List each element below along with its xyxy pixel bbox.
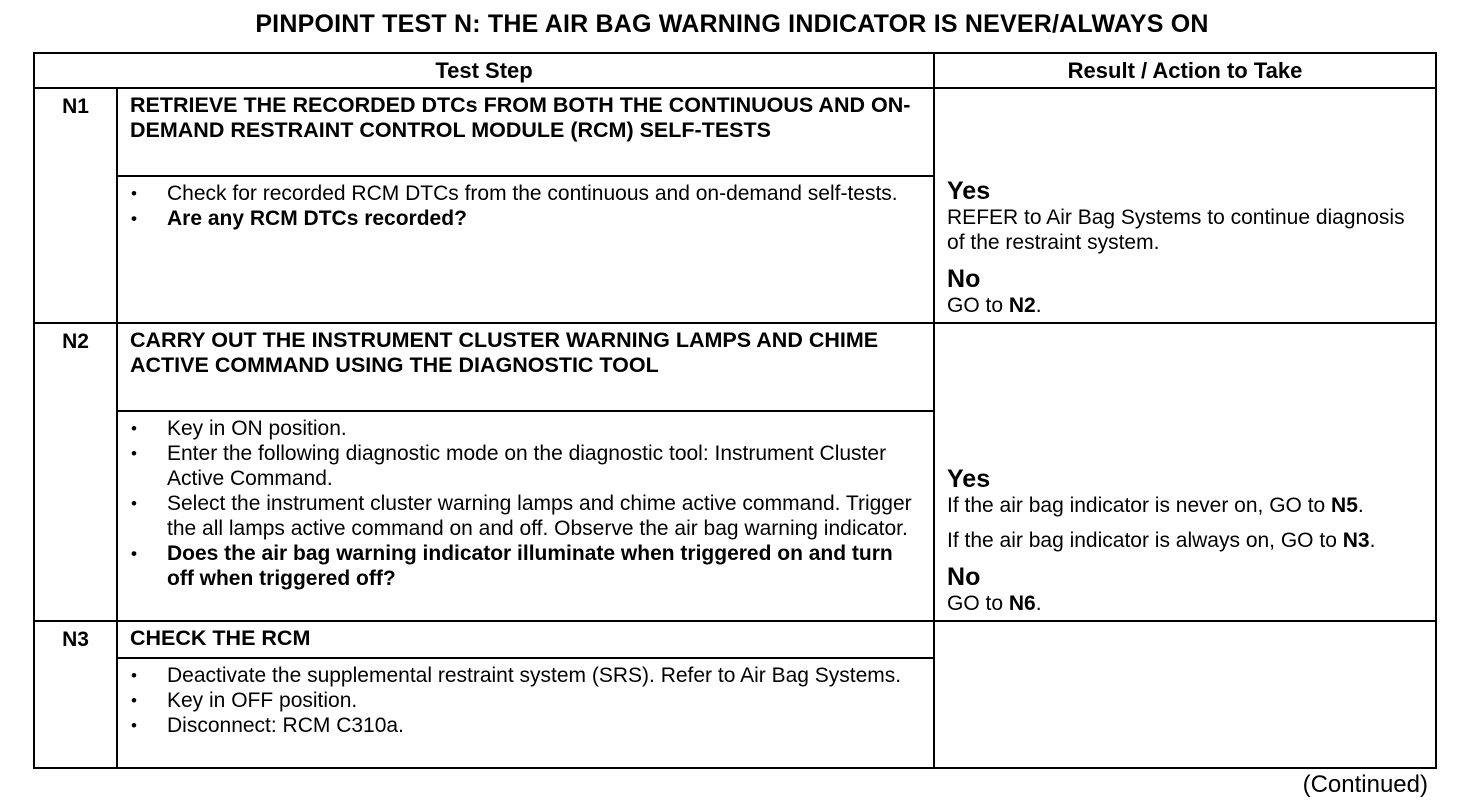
step-id: N2 bbox=[34, 323, 117, 621]
step-id: N1 bbox=[34, 88, 117, 323]
step-title: RETRIEVE THE RECORDED DTCs FROM BOTH THE CONTINUOUS AND ON-DEMAND RESTRAINT CONTROL MODULE (RCM) SELF-TESTS bbox=[117, 88, 934, 176]
step-bullet: • Check for recorded RCM DTCs from the continuous and on-demand self-tests. bbox=[130, 181, 923, 206]
continued-label: (Continued) bbox=[1302, 771, 1428, 798]
result-no-label: No bbox=[947, 563, 981, 591]
pinpoint-test-table bbox=[33, 52, 1437, 769]
step-title-row bbox=[34, 323, 1436, 411]
step-bullet: • Select the instrument cluster warning lamps and chime active command. Trigger the all lamps active command on and off. Observe the air bag warning indicator. bbox=[130, 491, 923, 541]
result-yes-text: REFER to Air Bag Systems to continue diagnosis of the restraint system. bbox=[947, 206, 1405, 254]
step-title: CHECK THE RCM bbox=[117, 621, 934, 658]
step-reference: N3 bbox=[1342, 529, 1370, 552]
result-yes-label: Yes bbox=[947, 465, 991, 493]
step-bullet: • Key in OFF position. bbox=[130, 688, 923, 713]
step-reference: N5 bbox=[1331, 494, 1358, 517]
step-question: • Does the air bag warning indicator illuminate when triggered on and turn off when triggered off? bbox=[130, 541, 923, 591]
step-id: N3 bbox=[34, 621, 117, 768]
step-bullet: • Deactivate the supplemental restraint system (SRS). Refer to Air Bag Systems. bbox=[130, 663, 923, 688]
step-reference: N2 bbox=[1008, 294, 1036, 317]
step-body bbox=[117, 411, 934, 621]
header-result: Result / Action to Take bbox=[934, 53, 1436, 88]
step-reference: N6 bbox=[1008, 592, 1036, 615]
step-body bbox=[117, 176, 934, 323]
header-test-step: Test Step bbox=[34, 53, 934, 88]
step-question: • Are any RCM DTCs recorded? bbox=[130, 206, 923, 231]
result-no-label: No bbox=[947, 265, 981, 293]
step-bullet-list bbox=[130, 663, 923, 738]
result-yes-label: Yes bbox=[947, 177, 991, 205]
step-bullet: • Enter the following diagnostic mode on the diagnostic tool: Instrument Cluster Active Command. bbox=[130, 441, 923, 491]
result-yes-text-1: If the air bag indicator is never on, GO to N5. bbox=[947, 494, 1364, 517]
step-result bbox=[934, 323, 1436, 621]
step-title-row bbox=[34, 88, 1436, 176]
step-body bbox=[117, 658, 934, 768]
step-bullet-list bbox=[130, 416, 923, 591]
step-bullet: • Disconnect: RCM C310a. bbox=[130, 713, 923, 738]
step-bullet: • Key in ON position. bbox=[130, 416, 923, 441]
result-yes-text-2: If the air bag indicator is always on, GO to N3. bbox=[947, 529, 1376, 552]
step-title-row bbox=[34, 621, 1436, 658]
step-bullet-list bbox=[130, 181, 923, 231]
step-title: CARRY OUT THE INSTRUMENT CLUSTER WARNING LAMPS AND CHIME ACTIVE COMMAND USING THE DIAGNOSTIC TOOL bbox=[117, 323, 934, 411]
result-no-text: GO to N6. bbox=[947, 592, 1042, 615]
page-title: PINPOINT TEST N: THE AIR BAG WARNING INDICATOR IS NEVER/ALWAYS ON bbox=[255, 10, 1209, 38]
result-no-text: GO to N2. bbox=[947, 294, 1042, 317]
step-result bbox=[934, 88, 1436, 323]
step-result bbox=[934, 621, 1436, 768]
table-header-row bbox=[34, 53, 1436, 88]
